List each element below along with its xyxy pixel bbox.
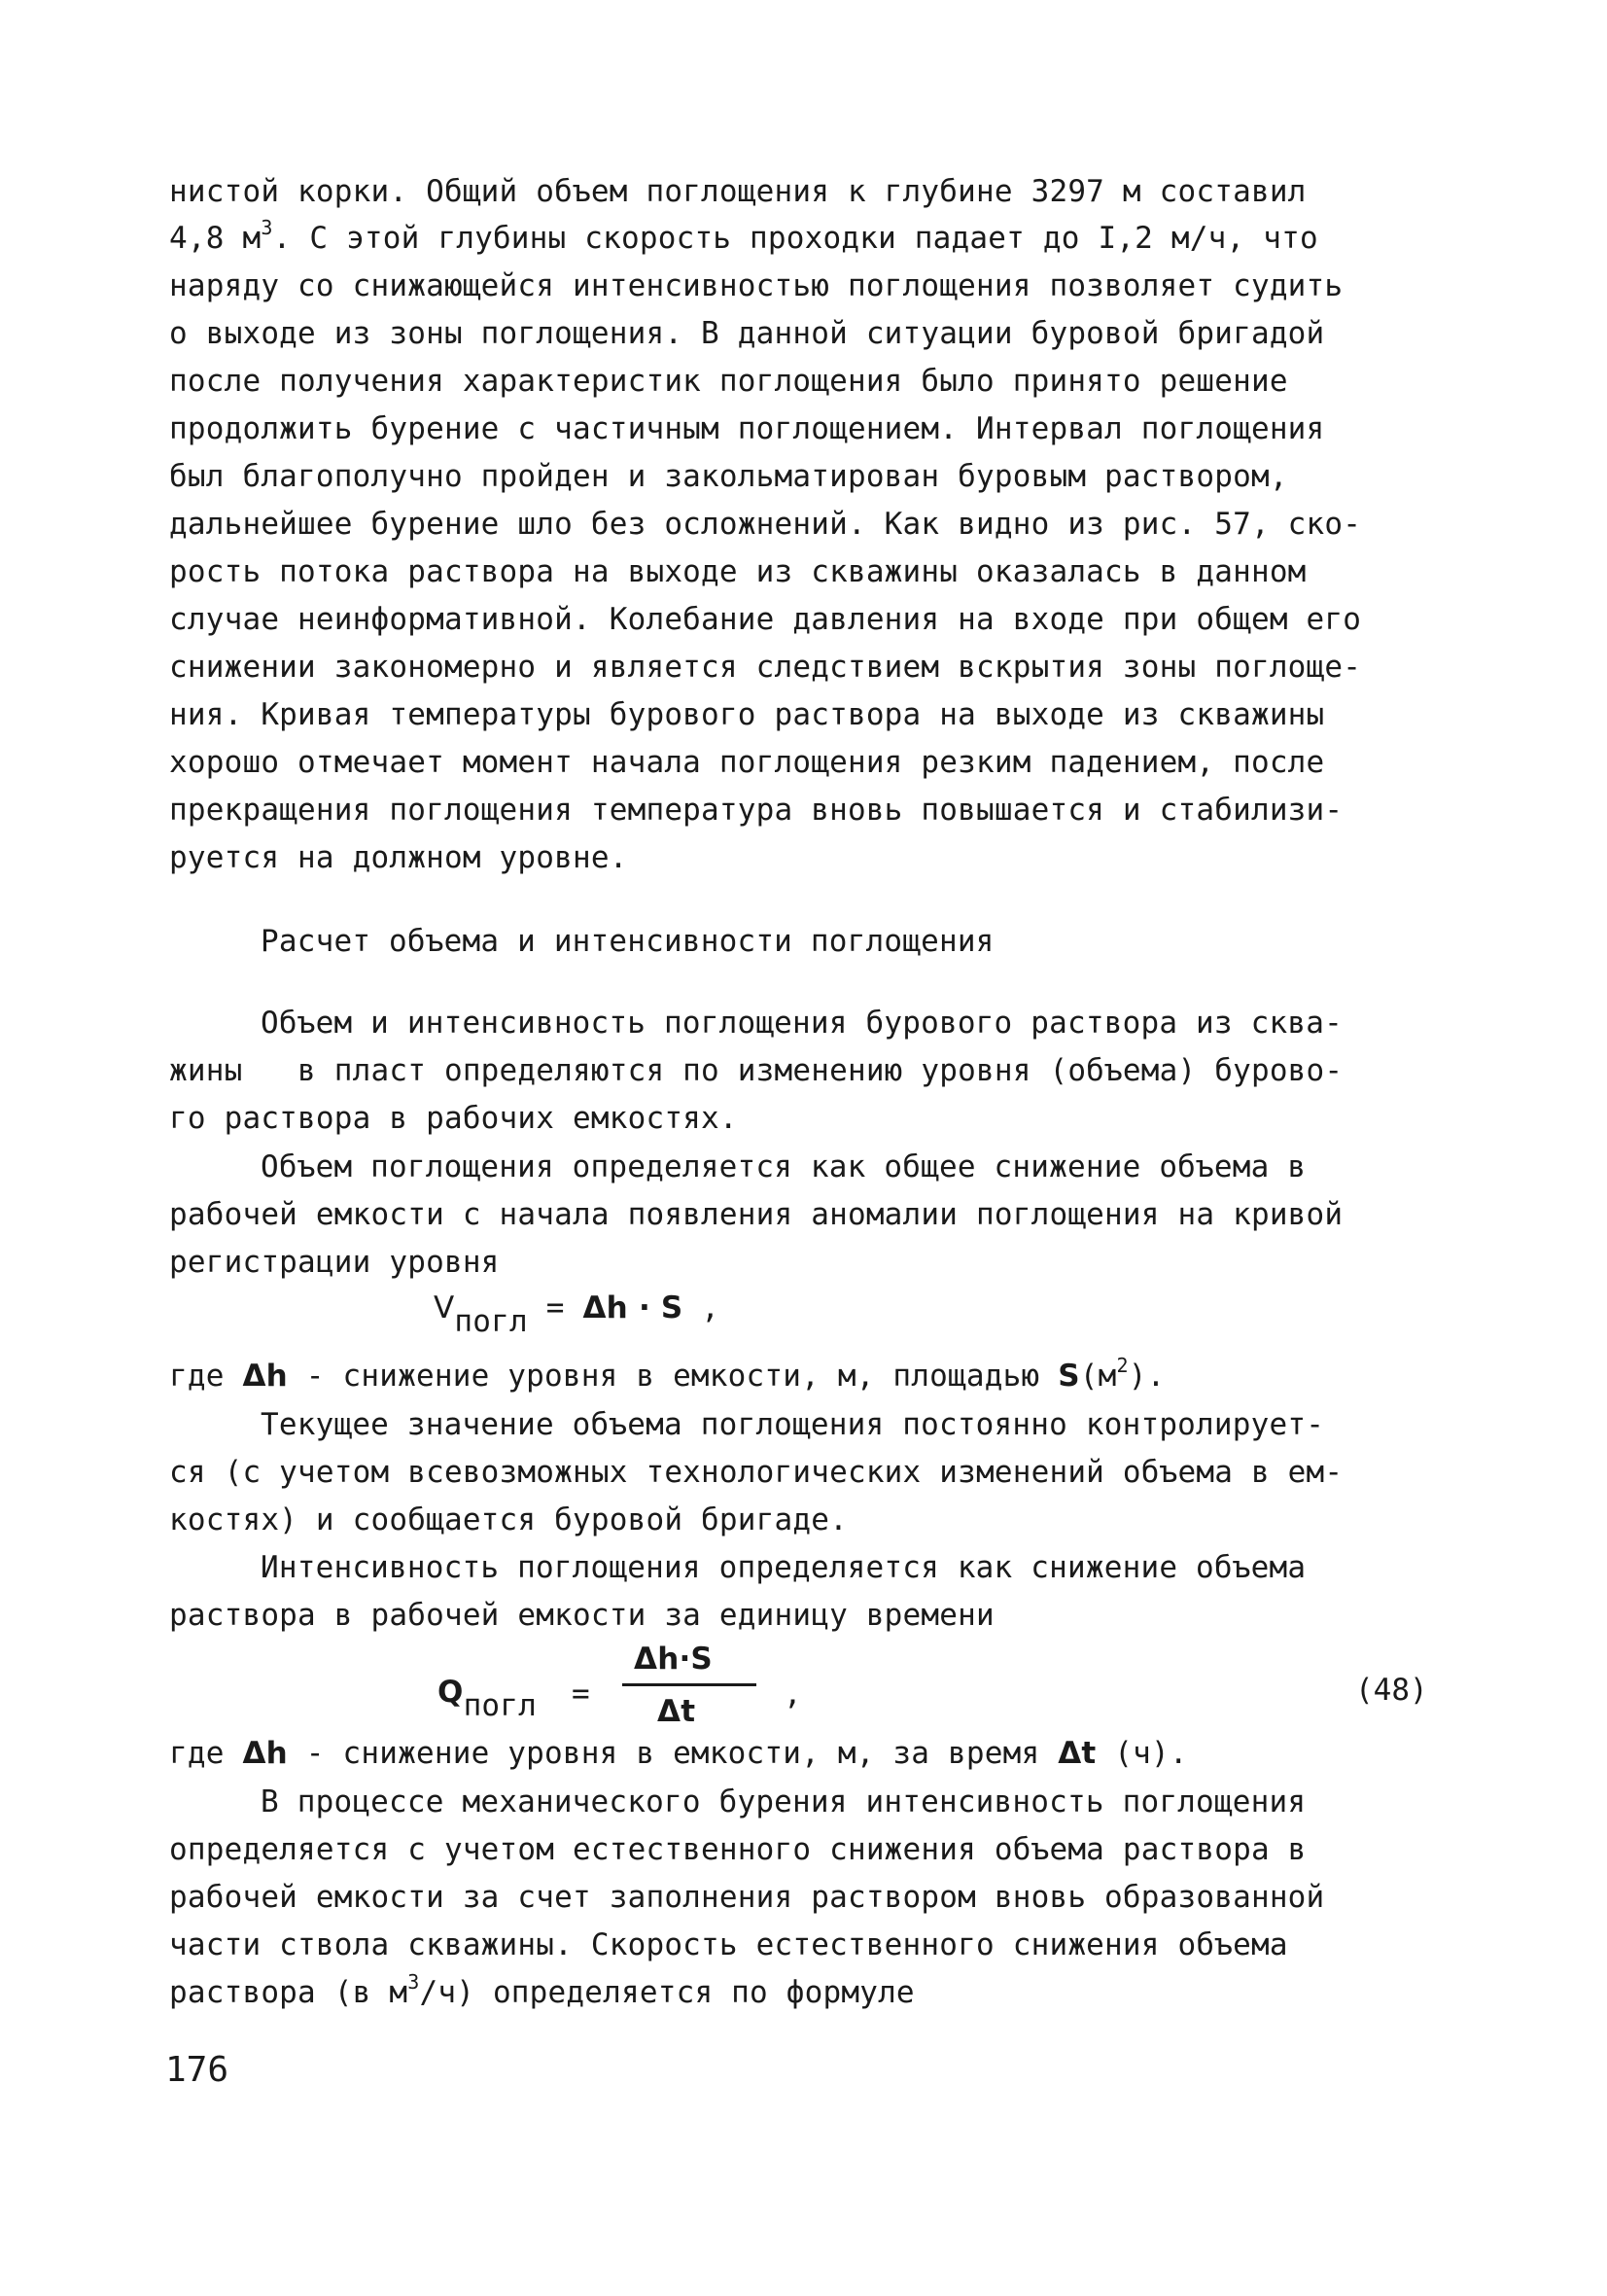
text-fragment: С этой глубины скорость проходки падает до I,2 м/ч, что <box>309 221 1318 256</box>
formula-subscript: погл <box>463 1688 538 1723</box>
text-fragment: (ч). <box>1096 1736 1188 1771</box>
section-heading: Расчет объема и интенсивности поглощения <box>261 924 995 959</box>
text-line: случае неинформативной. Колебание давления на входе при общем его <box>169 602 1362 637</box>
text-line: наряду со снижающейся интенсивностью поглощения позволяет судить <box>169 268 1344 303</box>
formula-tail: , <box>682 1290 720 1325</box>
text-line: Интенсивность поглощения определяется как снижение объема <box>261 1550 1307 1585</box>
text-line: продолжить бурение с частичным поглощением. Интервал поглощения <box>169 411 1325 446</box>
text-line: рабочей емкости с начала появления аномалии поглощения на кривой <box>169 1197 1344 1232</box>
text-line: рость потока раствора на выходе из скважины оказалась в данном <box>169 554 1307 589</box>
text-fragment: (м <box>1079 1359 1117 1394</box>
text-fragment: 4,8 м <box>169 221 262 256</box>
superscript: 2 <box>1116 1354 1129 1377</box>
text-line <box>169 1734 1188 1773</box>
formula-intensity-lhs <box>437 1673 538 1723</box>
text-line: был благополучно пройден и закольматирован буровым раствором, <box>169 459 1288 494</box>
text-fragment: - снижение уровня в емкости, м, за время <box>287 1736 1059 1771</box>
fraction-bar <box>622 1683 756 1686</box>
formula-lhs: Q <box>437 1675 464 1710</box>
formula-lhs: V <box>434 1290 455 1325</box>
formula-subscript: погл <box>454 1304 528 1339</box>
text-line: Объем и интенсивность поглощения бурового раствора из сква- <box>261 1006 1343 1041</box>
text-line: прекращения поглощения температура вновь повышается и стабилизи- <box>169 793 1344 828</box>
text-line <box>169 1970 915 2015</box>
text-line: Текущее значение объема поглощения постоянно контролирует- <box>261 1407 1325 1442</box>
text-fragment: . <box>272 221 310 256</box>
text-line: рабочей емкости за счет заполнения раствором вновь образованной <box>169 1880 1325 1915</box>
text-fragment: ). <box>1128 1359 1166 1394</box>
symbol-delta-h: Δh <box>242 1736 288 1771</box>
text-line: го раствора в рабочих емкостях. <box>169 1101 738 1136</box>
text-line: определяется с учетом естественного снижения объема раствора в <box>169 1832 1307 1867</box>
text-line: части ствола скважины. Скорость естественного снижения объема <box>169 1927 1288 1962</box>
text-line: о выходе из зоны поглощения. В данной ситуации буровой бригадой <box>169 316 1325 351</box>
superscript: 3 <box>261 216 273 239</box>
symbol-s: S <box>1058 1359 1080 1394</box>
text-fragment: - снижение уровня в емкости, м, площадью <box>287 1359 1059 1394</box>
text-line: хорошо отмечает момент начала поглощения резким падением, после <box>169 745 1325 780</box>
symbol-delta-t: Δt <box>1058 1736 1097 1771</box>
text-line: В процессе механического бурения интенсивность поглощения <box>261 1784 1307 1819</box>
formula-eq: = <box>527 1290 583 1325</box>
text-line: после получения характеристик поглощения было принято решение <box>169 364 1288 399</box>
text-line: раствора в рабочей емкости за единицу времени <box>169 1598 995 1633</box>
text-line: нистой корки. Общий объем поглощения к глубине 3297 м составил <box>169 174 1307 209</box>
text-fragment: где <box>169 1736 243 1771</box>
formula-volume <box>434 1289 720 1339</box>
text-line: руется на должном уровне. <box>169 840 628 875</box>
page-number: 176 <box>165 2050 229 2090</box>
formula-rhs: Δh · S <box>582 1290 683 1325</box>
text-line: костях) и сообщается буровой бригаде. <box>169 1502 848 1537</box>
text-line <box>169 1354 1166 1398</box>
text-fragment: раствора (в м <box>169 1975 408 2010</box>
text-line: снижении закономерно и является следствием вскрытия зоны поглоще- <box>169 650 1362 685</box>
equation-number: (48) <box>1355 1673 1428 1708</box>
formula-tail: , <box>784 1677 802 1712</box>
formula-denominator: Δt <box>657 1694 696 1729</box>
text-line <box>169 216 1318 261</box>
text-line: регистрации уровня <box>169 1245 500 1280</box>
formula-eq: = <box>572 1677 590 1712</box>
text-line: Объем поглощения определяется как общее снижение объема в <box>261 1149 1307 1184</box>
formula-numerator: Δh·S <box>634 1642 713 1677</box>
text-fragment: где <box>169 1359 243 1394</box>
superscript: 3 <box>407 1970 420 1994</box>
text-fragment: /ч) определяется по формуле <box>419 1975 915 2010</box>
symbol-delta-h: Δh <box>242 1359 288 1394</box>
text-line: жины в пласт определяются по изменению уровня (объема) бурово- <box>169 1053 1344 1088</box>
text-line: ся (с учетом всевозможных технологических изменений объема в ем- <box>169 1455 1344 1490</box>
text-line: ния. Кривая температуры бурового раствора на выходе из скважины <box>169 697 1325 732</box>
text-line: дальнейшее бурение шло без осложнений. Как видно из рис. 57, ско- <box>169 507 1362 542</box>
